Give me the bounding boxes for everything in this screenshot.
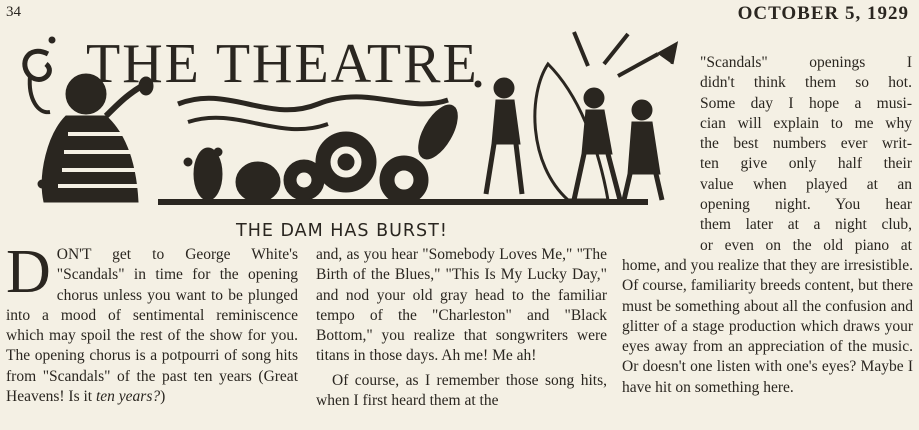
- column3-line: didn't think them so hot.: [700, 74, 912, 92]
- article-column-1: [6, 238, 298, 407]
- masthead-title: THE THEATRE: [86, 33, 479, 95]
- drop-cap: D: [6, 238, 51, 306]
- article-column-2: [316, 245, 607, 411]
- column2-paragraph-1: and, as you hear "Somebody Loves Me," "The Birth of the Blues," "This Is My Lucky Day," and nod your old gray head to the familiar tempo of the "Charleston" and "Black Bottom," you realize that songwriters were titans in those days. Ah me! Me ah!: [316, 246, 607, 365]
- issue-date: OCTOBER 5, 1929: [737, 3, 909, 24]
- column3-line: them later at a night club,: [700, 216, 912, 234]
- article-headline: THE DAM HAS BURST!: [236, 221, 448, 241]
- article-column-3: [622, 256, 913, 398]
- column1-text: ON'T get to George White's "Scandals" in time for the opening chorus unless you want to be plunged into a mood of sentimental reminiscence which may spoil the rest of the show for you. The opening chorus is a potpourri of song hits from "Scandals" of the past ten years (Great Heavens! Is it: [6, 246, 298, 406]
- column3-line: opening night. You hear: [700, 196, 912, 214]
- page-number: 34: [6, 4, 21, 20]
- column1-italic: ten years?: [95, 388, 161, 406]
- column3-line: Some day I hope a musi-: [700, 94, 912, 112]
- column3-text: home, and you realize that they are irresistible. Of course, familiarity breeds content, but there must be something about all the confusion and glitter of a stage production which draws your eyes away from an appreciation of the music. Or doesn't one listen with one's eyes? Maybe I have hit on something here.: [622, 257, 913, 396]
- column3-line: cian will explain to me why: [700, 114, 912, 132]
- column3-line: value when played at an: [700, 175, 912, 193]
- column3-line: "Scandals" openings I: [700, 54, 912, 71]
- column3-line: or even on the old piano at: [700, 236, 912, 254]
- column3-line: the best numbers ever writ-: [700, 135, 912, 153]
- column2-paragraph-2: Of course, as I remember those song hits, when I first heard them at the: [316, 371, 607, 410]
- article-column-3-top: [700, 53, 912, 256]
- column3-line: ten give only half their: [700, 155, 912, 173]
- column1-text-end: ): [160, 388, 166, 406]
